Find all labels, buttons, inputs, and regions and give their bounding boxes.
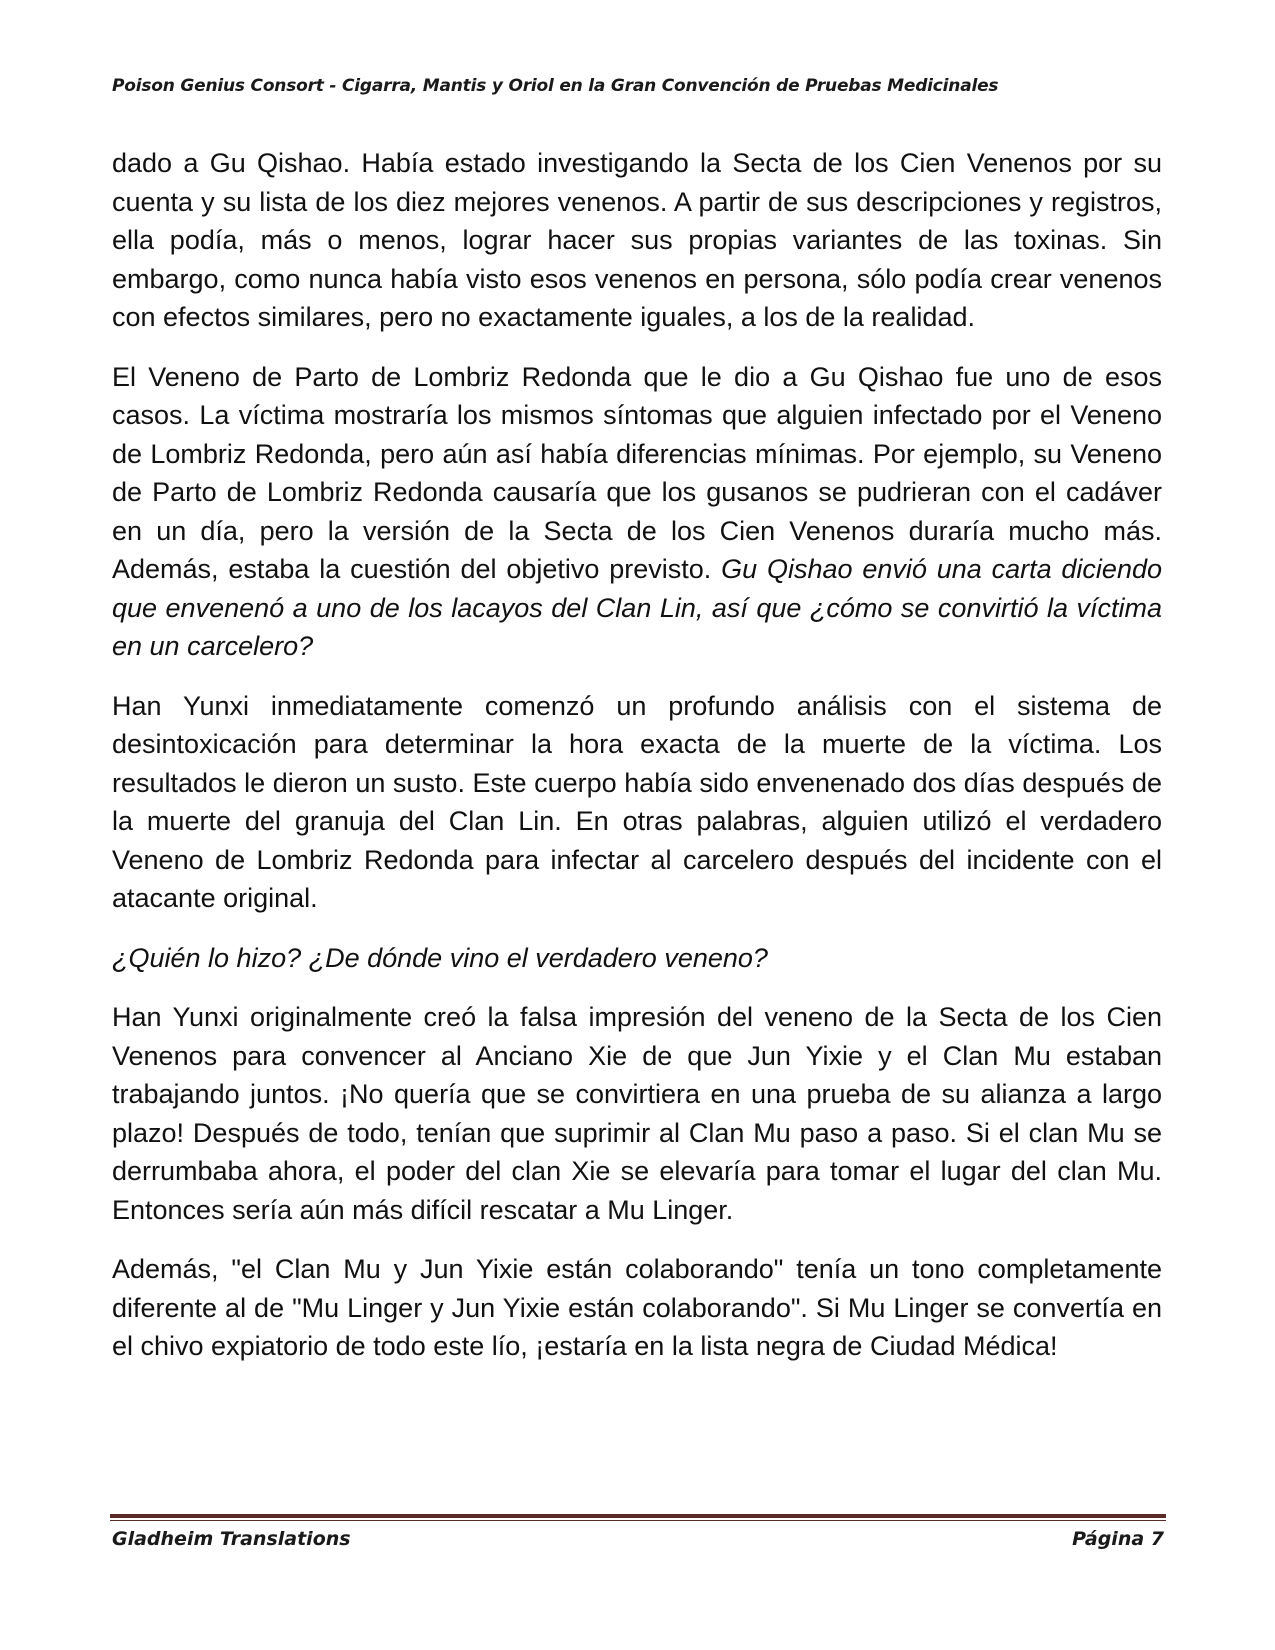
paragraph-6: Además, "el Clan Mu y Jun Yixie están colaborando" tenía un tono completamente diferente al de "Mu Linger y Jun Yixie están colaborando". Si Mu Linger se convertía en el chivo expiatorio de todo este lío, ¡estaría en la lista negra de Ciudad Médica!: [112, 1254, 1162, 1361]
footer-page-number: Página 7: [1072, 1528, 1164, 1550]
paragraph-2-text: El Veneno de Parto de Lombriz Redonda que le dio a Gu Qishao fue uno de esos casos. La víctima mostraría los mismos síntomas que alguien infectado por el Veneno de Lombriz Redonda, pero aún así había diferencias mínimas. Por ejemplo, su Veneno de Parto de Lombriz Redonda causaría que los gusanos se pudrieran con el cadáver en un día, pero la versión de la Secta de los Cien Venenos duraría mucho más. Además, estaba la cuestión del objetivo previsto.: [112, 361, 1162, 584]
paragraph-3: Han Yunxi inmediatamente comenzó un profundo análisis con el sistema de desintoxicación para determinar la hora exacta de la muerte de la víctima. Los resultados le dieron un susto. Este cuerpo había sido envenenado dos días después de la muerte del granuja del Clan Lin. En otras palabras, alguien utilizó el verdadero Veneno de Lombriz Redonda para infectar al carcelero después del incidente con el atacante original.: [112, 690, 1162, 913]
paragraph-5: Han Yunxi originalmente creó la falsa impresión del veneno de la Secta de los Cien Venenos para convencer al Anciano Xie de que Jun Yixie y el Clan Mu estaban trabajando juntos. ¡No quería que se convirtiera en una prueba de su alianza a largo plazo! Después de todo, tenían que suprimir al Clan Mu paso a paso. Si el clan Mu se derrumbaba ahora, el poder del clan Xie se elevaría para tomar el lugar del clan Mu. Entonces sería aún más difícil rescatar a Mu Linger.: [112, 1002, 1162, 1225]
paragraph-4-italic: ¿Quién lo hizo? ¿De dónde vino el verdadero veneno?: [112, 942, 768, 973]
paragraph-2-italic: Gu Qishao envió una carta diciendo que envenenó a uno de los lacayos del Clan Lin, así que ¿cómo se convirtió la víctima en un carcelero?: [112, 554, 1162, 661]
page-footer: [112, 1528, 1164, 1550]
body-text: [112, 144, 1162, 1387]
page-header-title: Poison Genius Consort - Cigarra, Mantis y Oriol en la Gran Convención de Pruebas Medicinales: [112, 76, 999, 96]
footer-divider-thin: [110, 1520, 1166, 1521]
footer-publisher: Gladheim Translations: [112, 1528, 351, 1550]
footer-divider-thick: [110, 1514, 1166, 1518]
paragraph-2: [112, 358, 1162, 666]
paragraph-1: dado a Gu Qishao. Había estado investigando la Secta de los Cien Venenos por su cuenta y su lista de los diez mejores venenos. A partir de sus descripciones y registros, ella podía, más o menos, lograr hacer sus propias variantes de las toxinas. Sin embargo, como nunca había visto esos venenos en persona, sólo podía crear venenos con efectos similares, pero no exactamente iguales, a los de la realidad.: [112, 148, 1162, 332]
